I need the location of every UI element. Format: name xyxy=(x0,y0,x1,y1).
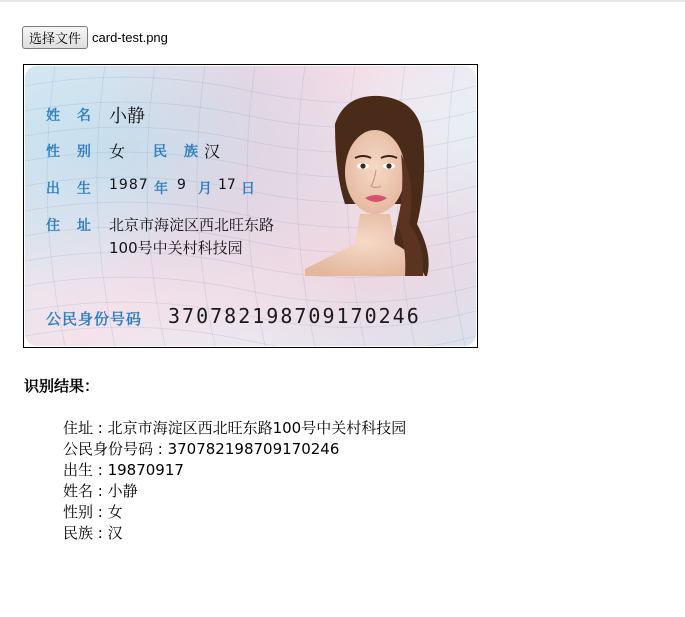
result-name: 姓名 : 小静 xyxy=(63,482,138,500)
top-border xyxy=(0,0,685,2)
result-gender: 性别 : 女 xyxy=(63,503,123,521)
address-line-2: 100号中关村科技园 xyxy=(109,239,243,257)
choose-file-button[interactable]: 选择文件 xyxy=(22,26,88,49)
portrait-photo xyxy=(305,94,436,276)
id-number-label: 公民身份号码 xyxy=(46,310,143,328)
selected-file-name: card-test.png xyxy=(92,29,168,45)
name-value: 小静 xyxy=(109,106,145,127)
gender-value: 女 xyxy=(109,142,126,161)
address-label: 住 址 xyxy=(46,218,97,234)
birth-day: 17 xyxy=(218,177,236,193)
gender-label: 性 别 xyxy=(46,144,97,160)
ethnicity-value: 汉 xyxy=(204,142,221,161)
id-card xyxy=(25,66,476,346)
birth-month: 9 xyxy=(177,177,186,193)
result-id-number: 公民身份号码 : 370782198709170246 xyxy=(63,440,340,458)
file-input-row xyxy=(22,25,168,49)
result-address: 住址 : 北京市海淀区西北旺东路100号中关村科技园 xyxy=(63,419,407,437)
birth-label: 出 生 xyxy=(46,181,97,197)
result-birth: 出生 : 19870917 xyxy=(63,461,184,479)
result-list xyxy=(63,418,406,544)
address-line-1: 北京市海淀区西北旺东路 xyxy=(109,216,275,234)
ethnicity-label: 民 族 xyxy=(153,144,204,160)
birth-year: 1987 xyxy=(109,177,149,193)
result-title: 识别结果： xyxy=(24,377,100,395)
id-card-image xyxy=(23,64,478,348)
birth-year-char: 年 xyxy=(154,181,168,197)
birth-day-char: 日 xyxy=(241,181,255,197)
name-label: 姓 名 xyxy=(46,108,97,124)
result-ethnicity: 民族 : 汉 xyxy=(63,524,123,542)
id-number-value: 370782198709170246 xyxy=(168,304,421,328)
birth-month-char: 月 xyxy=(198,181,212,197)
